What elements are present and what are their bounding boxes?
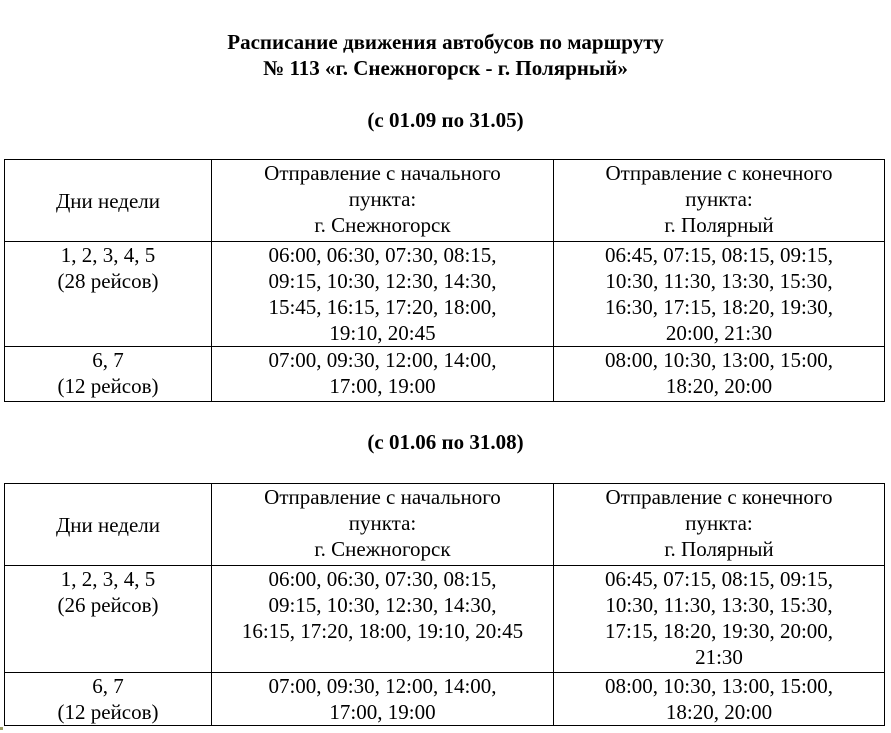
times-line: 08:00, 10:30, 13:00, 15:00, [604,674,834,698]
times-line: 17:00, 19:00 [329,374,436,398]
header-days [5,160,212,242]
times-line: 06:00, 06:30, 07:30, 08:15, [268,243,497,267]
days-cell [5,673,212,726]
table-row [5,566,885,673]
times-line: 17:00, 19:00 [329,700,436,724]
start-times-cell [212,242,554,347]
start-times-cell [212,347,554,402]
period-label-summer: (с 01.06 по 31.08) [367,430,524,454]
end-times-cell [554,347,885,402]
header-from-start-line3: г. Снежногорск [314,537,451,561]
trip-count: (12 рейсов) [57,374,159,398]
header-from-start [212,160,554,242]
table-row [5,347,885,402]
times-line: 06:45, 07:15, 08:15, 09:15, [604,243,834,267]
days-cell [5,242,212,347]
times-line: 15:45, 16:15, 17:20, 18:00, [268,295,497,319]
schedule-table-winter [4,159,885,402]
header-from-start-line2: пункта: [348,187,417,211]
end-times-cell [554,242,885,347]
times-line: 16:30, 17:15, 18:20, 19:30, [604,295,834,319]
days-list: 6, 7 [92,674,124,698]
end-times-cell [554,673,885,726]
trip-count: (26 рейсов) [57,593,159,617]
times-line: 07:00, 09:30, 12:00, 14:00, [268,674,497,698]
times-line: 18:20, 20:00 [665,700,773,724]
end-times-cell [554,566,885,673]
days-list: 1, 2, 3, 4, 5 [60,243,156,267]
times-line: 10:30, 11:30, 13:30, 15:30, [605,269,833,293]
table-header-row [5,160,885,242]
days-cell [5,566,212,673]
days-cell [5,347,212,402]
times-line: 19:10, 20:45 [329,321,436,345]
header-from-end [554,160,885,242]
times-line: 08:00, 10:30, 13:00, 15:00, [604,348,834,372]
trip-count: (28 рейсов) [57,269,159,293]
document-title-line1: Расписание движения автобусов по маршруту [227,30,664,54]
table-header-row [5,484,885,566]
times-line: 07:00, 09:30, 12:00, 14:00, [268,348,497,372]
table-row [5,673,885,726]
times-line: 09:15, 10:30, 12:30, 14:30, [268,269,497,293]
header-days-label: Дни недели [55,512,161,537]
header-from-start-line2: пункта: [348,511,417,535]
times-line: 18:20, 20:00 [665,374,773,398]
header-from-end-line3: г. Полярный [664,213,774,237]
times-line: 16:15, 17:20, 18:00, 19:10, 20:45 [241,619,524,643]
start-times-cell [212,566,554,673]
days-list: 6, 7 [92,348,124,372]
times-line: 21:30 [695,645,743,669]
header-from-start-line1: Отправление с начального [264,485,501,509]
header-from-end-line2: пункта: [685,187,753,211]
scan-artifact [0,727,3,730]
header-from-end-line1: Отправление с конечного [605,161,833,185]
times-line: 10:30, 11:30, 13:30, 15:30, [605,593,833,617]
header-from-end-line1: Отправление с конечного [605,485,833,509]
period-label-winter: (с 01.09 по 31.05) [367,108,524,132]
times-line: 17:15, 18:20, 19:30, 20:00, [604,619,834,643]
header-days-label: Дни недели [55,188,161,213]
table-row [5,242,885,347]
days-list: 1, 2, 3, 4, 5 [60,567,156,591]
start-times-cell [212,673,554,726]
header-days [5,484,212,566]
times-line: 20:00, 21:30 [665,321,773,345]
header-from-end-line2: пункта: [685,511,753,535]
times-line: 06:00, 06:30, 07:30, 08:15, [268,567,497,591]
header-from-end-line3: г. Полярный [664,537,774,561]
document-title-line2: № 113 «г. Снежногорск - г. Полярный» [263,56,628,80]
header-from-start-line3: г. Снежногорск [314,213,451,237]
schedule-table-summer [4,483,885,726]
header-from-start [212,484,554,566]
times-line: 09:15, 10:30, 12:30, 14:30, [268,593,497,617]
times-line: 06:45, 07:15, 08:15, 09:15, [604,567,834,591]
header-from-start-line1: Отправление с начального [264,161,501,185]
trip-count: (12 рейсов) [57,700,159,724]
header-from-end [554,484,885,566]
